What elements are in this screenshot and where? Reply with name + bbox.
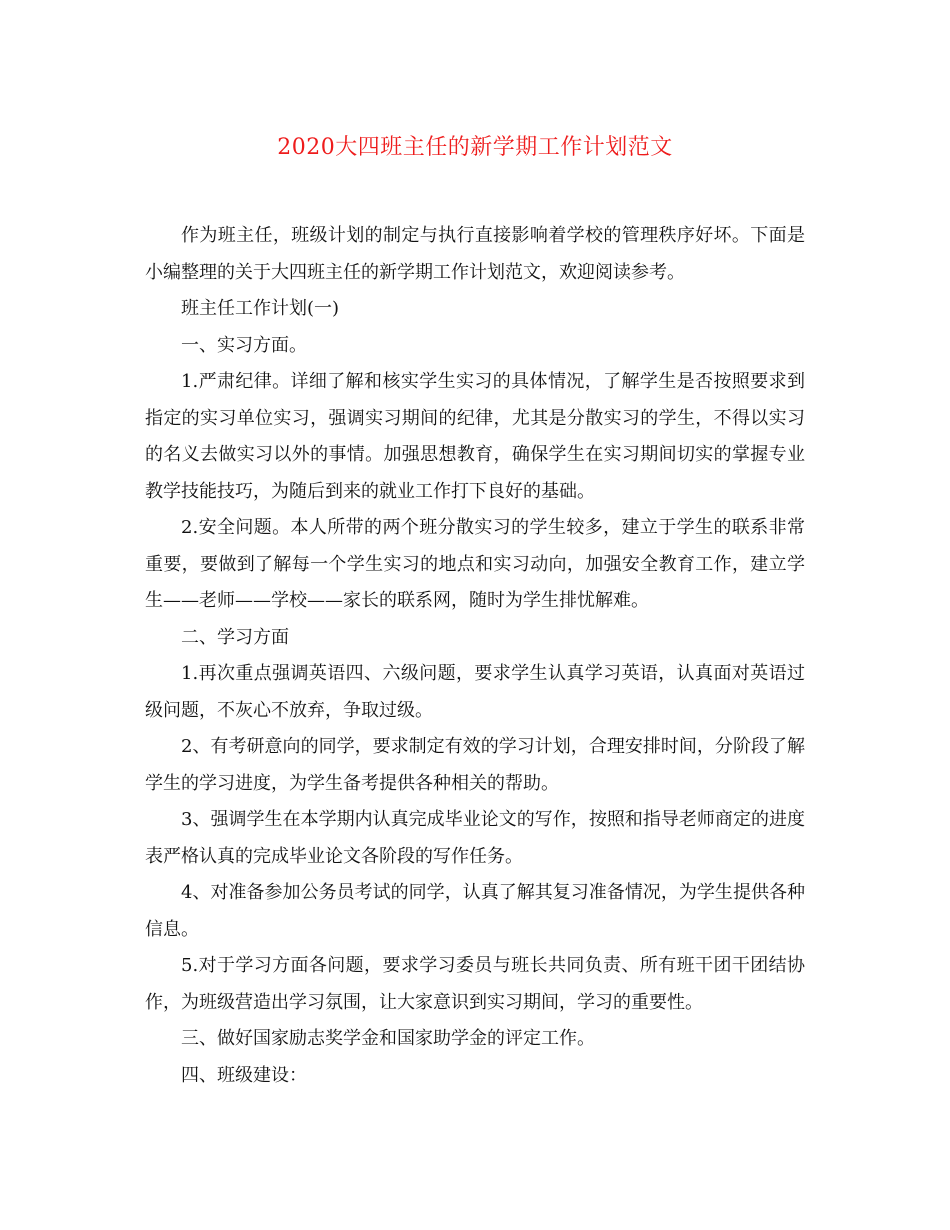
paragraph-study-postgrad: 2、有考研意向的同学，要求制定有效的学习计划，合理安排时间，分阶段了解学生的学习进度，为学生备考提供各种相关的帮助。 — [145, 736, 805, 794]
paragraph-study-thesis: 3、强调学生在本学期内认真完成毕业论文的写作，按照和指导老师商定的进度表严格认真的完成毕业论文各阶段的写作任务。 — [145, 809, 805, 867]
section-heading-scholarship: 三、做好国家励志奖学金和国家助学金的评定工作。 — [181, 1028, 595, 1049]
document-title: 2020大四班主任的新学期工作计划范文 — [277, 135, 673, 160]
paragraph-study-cooperation: 5.对于学习方面各问题，要求学习委员与班长共同负责、所有班干团干团结协作，为班级营造出学习氛围，让大家意识到实习期间，学习的重要性。 — [145, 955, 805, 1013]
section-heading-class-building: 四、班级建设： — [181, 1064, 307, 1086]
section-heading-plan-one: 班主任工作计划(一) — [181, 298, 340, 319]
document-body — [145, 218, 805, 1094]
paragraph-study-english: 1.再次重点强调英语四、六级问题，要求学生认真学习英语，认真面对英语过级问题，不灰心不放弃，争取过级。 — [145, 663, 805, 721]
paragraph-internship-safety: 2.安全问题。本人所带的两个班分散实习的学生较多，建立于学生的联系非常重要，要做到了解每一个学生实习的地点和实习动向，加强安全教育工作，建立学生——老师——学校——家长的联系网，随时为学生排忧解难。 — [145, 517, 805, 611]
section-heading-study: 二、学习方面 — [181, 626, 289, 648]
intro-paragraph: 作为班主任，班级计划的制定与执行直接影响着学校的管理秩序好坏。下面是小编整理的关于大四班主任的新学期工作计划范文，欢迎阅读参考。 — [145, 225, 805, 283]
paragraph-study-civil-service: 4、对准备参加公务员考试的同学，认真了解其复习准备情况，为学生提供各种信息。 — [145, 882, 805, 940]
paragraph-internship-discipline: 1.严肃纪律。详细了解和核实学生实习的具体情况，了解学生是否按照要求到指定的实习单位实习，强调实习期间的纪律，尤其是分散实习的学生，不得以实习的名义去做实习以外的事情。加强思想教育，确保学生在实习期间切实的掌握专业教学技能技巧，为随后到来的就业工作打下良好的基础。 — [145, 371, 805, 502]
section-heading-internship: 一、实习方面。 — [181, 334, 307, 356]
